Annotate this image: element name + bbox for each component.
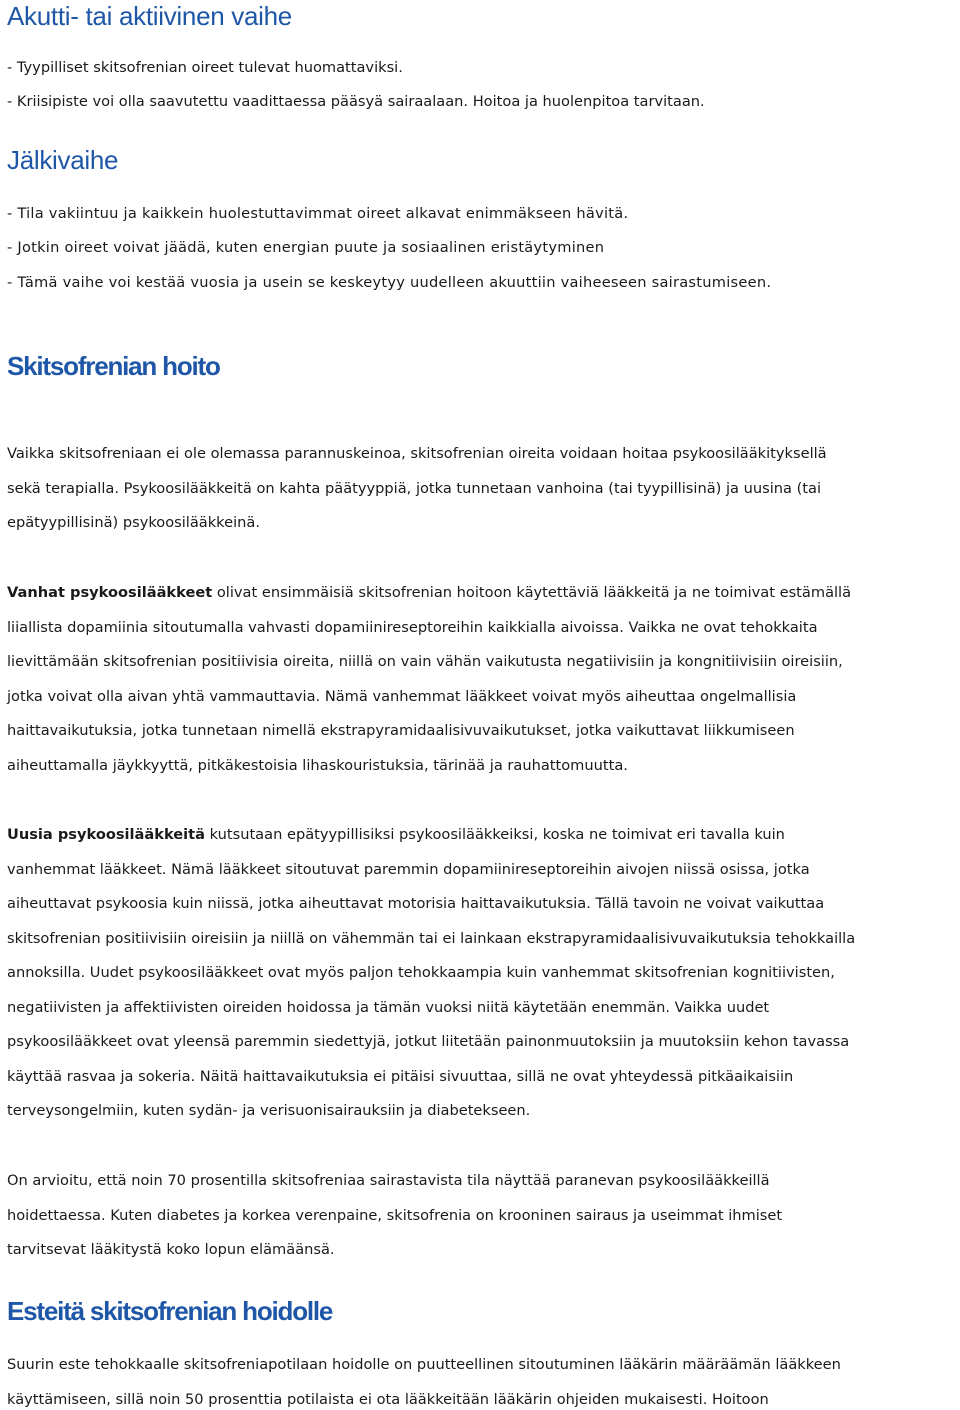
text-line: liiallista dopamiinia sitoutumalla vahvasti dopamiinireseptoreihin kaikkialla aivoissa. Vaikka ne ovat tehokkaita (7, 619, 818, 636)
text-line: tarvitsevat lääkitystä koko lopun elämäänsä. (7, 1241, 335, 1258)
text-line: hoidettaessa. Kuten diabetes ja korkea verenpaine, skitsofrenia on krooninen sairaus ja useimmat ihmiset (7, 1207, 783, 1224)
text-line: - Jotkin oireet voivat jäädä, kuten energian puute ja sosiaalinen eristäytyminen (7, 239, 605, 256)
heading-barriers: Esteitä skitsofrenian hoidolle (7, 1296, 333, 1326)
text-line: käyttämiseen, sillä noin 50 prosenttia potilaista ei ota lääkkeitään lääkärin ohjeiden mukaisesti. Hoitoon (7, 1391, 769, 1408)
text-line: jotka voivat olla aivan yhtä vammauttavia. Nämä vanhemmat lääkkeet voivat myös aiheuttaa ongelmallisia (7, 688, 797, 705)
text-line: annoksilla. Uudet psykoosilääkkeet ovat myös paljon tehokkaampia kuin vanhemmat skitsofrenian kognitiivisten, (7, 964, 835, 981)
text-line: vanhemmat lääkkeet. Nämä lääkkeet sitoutuvat paremmin dopamiinireseptoreihin aivojen niissä osissa, jotka (7, 861, 810, 878)
text-line: aiheuttavat psykoosia kuin niissä, jotka aiheuttavat motorisia haittavaikutuksia. Tällä tavoin ne voivat vaikuttaa (7, 895, 825, 912)
text-line: sekä terapialla. Psykoosilääkkeitä on kahta päätyyppiä, jotka tunnetaan vanhoina (tai tyypillisinä) ja uusina (tai (7, 480, 822, 497)
text-line: negatiivisten ja affektiivisten oireiden hoidossa ja tämän vuoksi niitä käytetään enemmän. Vaikka uudet (7, 999, 770, 1016)
text-line: Vaikka skitsofreniaan ei ole olemassa parannuskeinoa, skitsofrenian oireita voidaan hoitaa psykoosilääkityksellä (7, 445, 827, 462)
text-line: Uusia psykoosilääkkeitä kutsutaan epätyypillisiksi psykoosilääkkeiksi, koska ne toimivat eri tavalla kuin (7, 826, 785, 843)
text-line: haittavaikutuksia, jotka tunnetaan nimellä ekstrapyramidaalisivuvaikutukset, jotka vaikuttavat liikkumiseen (7, 722, 795, 739)
text-line: Vanhat psykoosilääkkeet olivat ensimmäisiä skitsofrenian hoitoon käytettäviä lääkkeitä ja ne toimivat estämällä (7, 584, 852, 601)
bold-term-old-antipsychotics: Vanhat psykoosilääkkeet (7, 584, 213, 601)
text-line: terveysongelmiin, kuten sydän- ja verisuonisairauksiin ja diabetekseen. (7, 1102, 531, 1119)
heading-residual-phase: Jälkivaihe (7, 145, 119, 175)
text-line: epätyypillisinä) psykoosilääkkeinä. (7, 514, 260, 531)
text-line: - Tyypilliset skitsofrenian oireet tulevat huomattaviksi. (7, 59, 403, 76)
text-line: psykoosilääkkeet ovat yleensä paremmin siedettyjä, jotkut liitetään painonmuutoksiin ja muutoksiin kehon tavassa (7, 1033, 850, 1050)
bold-term-new-antipsychotics: Uusia psykoosilääkkeitä (7, 826, 205, 843)
text-line: aiheuttamalla jäykkyyttä, pitkäkestoisia lihaskouristuksia, tärinää ja rauhattomuutta. (7, 757, 628, 774)
text-line: On arvioitu, että noin 70 prosentilla skitsofreniaa sairastavista tila näyttää paranevan psykoosilääkkeillä (7, 1172, 770, 1189)
heading-acute-phase: Akutti- tai aktiivinen vaihe (7, 1, 292, 31)
text-line: lievittämään skitsofrenian positiivisia oireita, niillä on vain vähän vaikutusta negatiivisiin ja kongnitiivisiin oireisiin, (7, 653, 843, 670)
text-line: Suurin este tehokkaalle skitsofreniapotilaan hoidolle on puutteellinen sitoutuminen lääkärin määräämän lääkkeen (7, 1356, 841, 1373)
text-line: - Tämä vaihe voi kestää vuosia ja usein se keskeytyy uudelleen akuuttiin vaiheeseen sairastumiseen. (7, 274, 772, 291)
heading-treatment: Skitsofrenian hoito (7, 351, 220, 381)
text-line: - Tila vakiintuu ja kaikkein huolestuttavimmat oireet alkavat enimmäkseen hävitä. (7, 205, 629, 222)
text-line: skitsofrenian positiivisiin oireisiin ja niillä on vähemmän tai ei lainkaan ekstrapyramidaalisivuvaikutuksia tehokkailla (7, 930, 856, 947)
text-line: - Kriisipiste voi olla saavutettu vaadittaessa pääsyä sairaalaan. Hoitoa ja huolenpitoa tarvitaan. (7, 93, 705, 110)
text-line: käyttää rasvaa ja sokeria. Näitä haittavaikutuksia ei pitäisi sivuuttaa, sillä ne ovat yhteydessä pitkäaikaisiin (7, 1068, 794, 1085)
